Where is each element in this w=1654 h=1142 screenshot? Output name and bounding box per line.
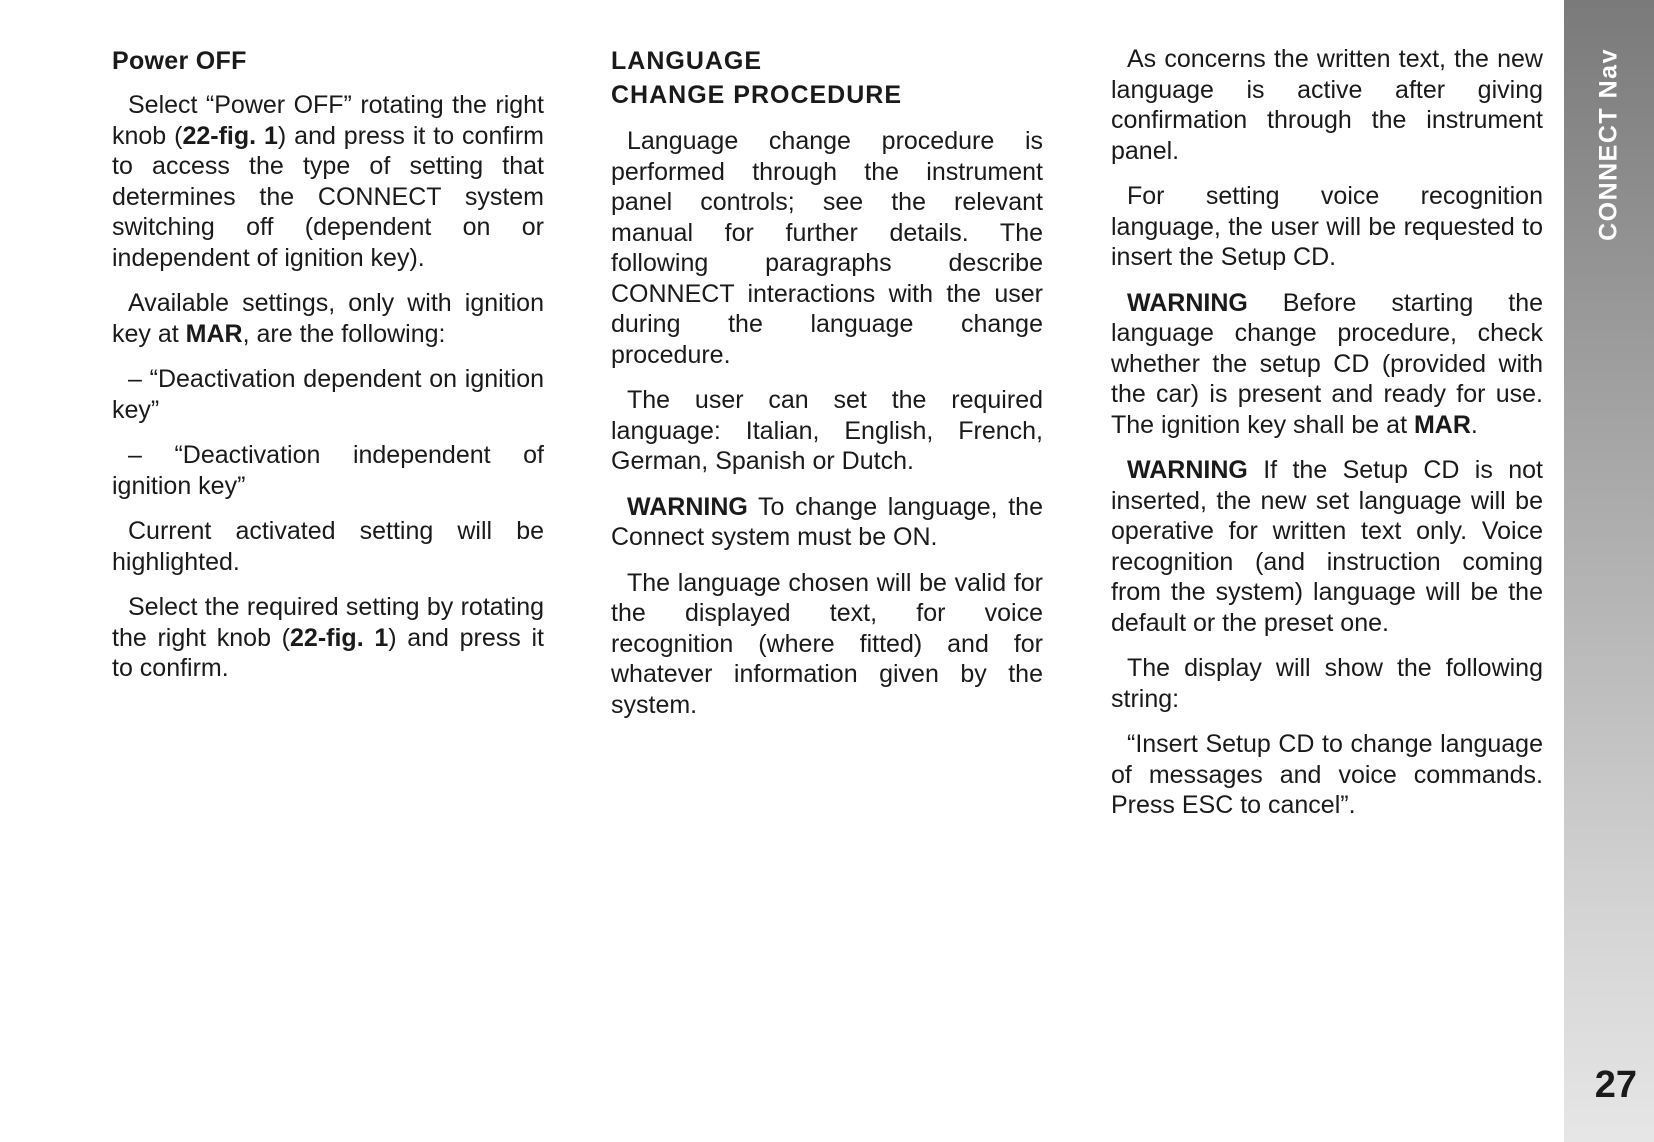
paragraph: Language change procedure is performed through the instrument panel controls; see the relevant manual for further details. The following paragraphs describe CONNECT interactions with the user during the language change procedure. [611, 127, 1043, 369]
column-middle [611, 44, 1043, 735]
paragraph: The user can set the required language: Italian, English, French, German, Spanish or Dutch. [611, 386, 1043, 475]
column-left [112, 44, 544, 699]
section-heading-language-change [611, 44, 1043, 112]
key-position: MAR [1413, 410, 1471, 439]
warning-paragraph [1111, 455, 1543, 638]
paragraph [112, 288, 544, 349]
text: ) and press it to confirm to access the type of setting that determines the CONNECT system switching off (dependent on or independent of ignition key). [112, 121, 544, 272]
text: ) and press it to confirm. [112, 623, 544, 682]
paragraph: As concerns the written text, the new language is active after giving confirmation through the instrument panel. [1111, 45, 1543, 165]
list-item: – “Deactivation dependent on ignition key” [112, 365, 544, 424]
text: Available settings, only with ignition key at [112, 289, 544, 348]
paragraph [112, 90, 544, 273]
text: Select the required setting by rotating the right knob ( [112, 593, 544, 652]
heading-line: LANGUAGE [611, 47, 763, 75]
paragraph: The language chosen will be valid for the displayed text, for voice recognition (where fitted) and for whatever information given by the system. [611, 568, 1043, 719]
display-string: “Insert Setup CD to change language of messages and voice commands. Press ESC to cancel”. [1111, 730, 1543, 819]
page-number: 27 [1594, 1064, 1637, 1106]
paragraph [112, 592, 544, 684]
column-right [1111, 44, 1543, 836]
paragraph: For setting voice recognition language, the user will be requested to insert the Setup CD. [1111, 182, 1543, 271]
list-item: – “Deactivation independent of ignition key” [112, 441, 544, 500]
warning-label: WARNING [627, 492, 748, 521]
text: Select “Power OFF” rotating the right knob ( [112, 91, 544, 150]
side-tab-label: CONNECT Nav [1594, 48, 1623, 241]
text: , are the following: [242, 319, 446, 348]
section-heading-power-off: Power OFF [112, 47, 247, 75]
section-side-tab [1564, 0, 1654, 1142]
figure-reference: 22-fig. 1 [182, 121, 278, 150]
text: Before starting the language change procedure, check whether the setup CD (provided with the car) is present and ready for use. The ignition key shall be at [1111, 288, 1543, 439]
heading-line: CHANGE PROCEDURE [611, 81, 903, 109]
key-position: MAR [185, 319, 243, 348]
warning-label: WARNING [1127, 456, 1248, 484]
paragraph: Current activated setting will be highlighted. [112, 517, 544, 576]
warning-label: WARNING [1127, 288, 1248, 317]
text: . [1470, 410, 1478, 439]
paragraph: The display will show the following string: [1111, 654, 1543, 713]
text: If the Setup CD is not inserted, the new set language will be operative for written text only. Voice recognition (and instruction coming from the system) language will be the default or the preset one. [1111, 456, 1543, 637]
text: To change language, the Connect system must be ON. [611, 492, 1043, 551]
warning-paragraph [1111, 288, 1543, 441]
warning-paragraph [611, 492, 1043, 553]
figure-reference: 22-fig. 1 [290, 623, 389, 652]
